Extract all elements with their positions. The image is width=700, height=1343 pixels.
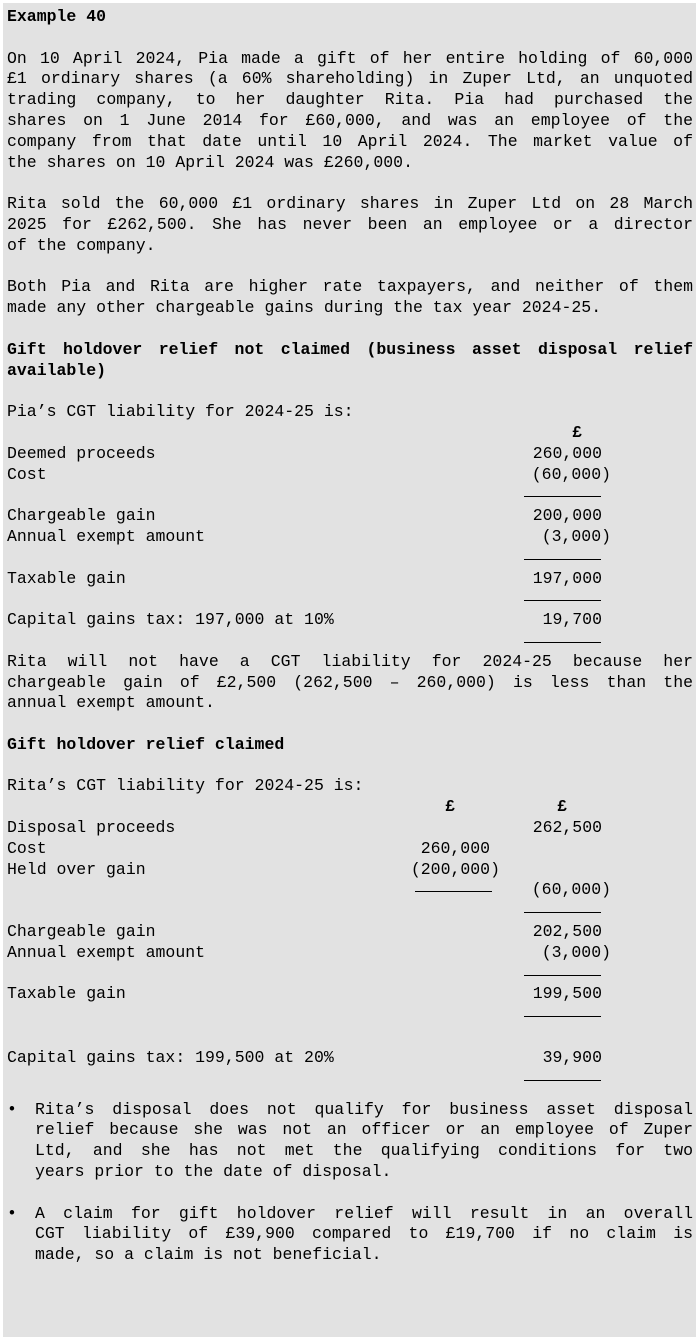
currency-header: £ [572,422,582,442]
computation-row [7,527,693,548]
subtotal-rule [524,912,601,913]
row-value: (3,000) [541,526,611,546]
text-line: Rita’s disposal does not qualify for business asset disposal [35,1099,693,1119]
computation-row [7,860,693,881]
text-line: 2025 for £262,500. She has never been an employee or a director [7,214,693,234]
row-label: Taxable gain [7,984,126,1004]
example-box [3,3,696,1337]
row-label: Chargeable gain [7,922,156,942]
text-line: chargeable gain of £2,500 (262,500 – 260,000) is less than the [7,672,693,692]
bullet-marker: • [7,1099,17,1119]
row-value: 199,500 [532,984,602,1004]
row-label: Taxable gain [7,568,126,588]
subtotal-rule [524,559,601,560]
text-line: made any other chargeable gains during the tax year 2024-25. [7,298,602,318]
sale-paragraph [7,194,693,256]
bullet-item [7,1204,693,1266]
text-line: A claim for gift holdover relief will result in an overall [35,1203,693,1223]
text-line: years prior to the date of disposal. [35,1162,392,1182]
computation-row [7,444,693,465]
section2-heading: Gift holdover relief claimed [7,734,285,754]
row-label: Annual exempt amount [7,526,206,546]
text-line: Ltd, and she has not met the qualifying conditions for two [35,1141,693,1161]
computation-row [7,922,693,943]
row-value: 197,000 [532,568,602,588]
subtotal-rule [524,975,601,976]
total-rule [524,600,601,601]
row-label: Disposal proceeds [7,818,176,838]
row-label: Capital gains tax: 199,500 at 20% [7,1048,334,1068]
pia-computation [7,423,693,652]
subtotal-rule [415,891,492,892]
bullet-item [7,1100,693,1183]
total-rule [524,1080,601,1081]
section1-heading [7,340,693,382]
row-value: 260,000 [532,443,602,463]
row-value: (60,000) [531,464,611,484]
row-value: 262,500 [532,818,602,838]
computation-row [7,610,693,631]
row-label: Deemed proceeds [7,443,156,463]
currency-header: £ [445,797,455,817]
example-title: Example 40 [7,7,107,26]
row-value: 260,000 [420,838,490,858]
computation-row [7,465,693,486]
text-line: the shares on 10 April 2024 was £260,000. [7,152,413,172]
row-label: Cost [7,838,47,858]
computation-row [7,818,693,839]
text-line: trading company, to her daughter Rita. Pia had purchased the [7,90,693,110]
computation-row [7,943,693,964]
computation-row [7,569,693,590]
row-label: Capital gains tax: 197,000 at 10% [7,610,334,630]
row-value: (200,000) [410,859,500,879]
taxpayer-paragraph [7,277,693,319]
text-line: relief because she was not an officer or an employee of Zuper [35,1120,693,1140]
row-value: 202,500 [532,922,602,942]
text-line: Rita sold the 60,000 £1 ordinary shares in Zuper Ltd on 28 March [7,194,693,214]
total-rule [524,1016,601,1017]
computation-row [7,1048,693,1069]
row-value: (3,000) [541,942,611,962]
computation-row [7,506,693,527]
text-line: CGT liability of £39,900 compared to £19,700 if no claim is [35,1224,693,1244]
row-value: 200,000 [532,506,602,526]
text-line: made, so a claim is not beneficial. [35,1245,382,1265]
bullet-marker: • [7,1203,17,1223]
row-label: Annual exempt amount [7,942,206,962]
intro-paragraph [7,49,693,174]
text-line: Both Pia and Rita are higher rate taxpayers, and neither of them [7,277,693,297]
text-line: On 10 April 2024, Pia made a gift of her entire holding of 60,000 [7,48,693,68]
heading-line: available) [7,360,107,380]
section1-intro: Pia’s CGT liability for 2024-25 is: [7,402,354,422]
text-line: shares on 1 June 2014 for £60,000, and was an employee of the [7,110,693,130]
text-line: of the company. [7,235,156,255]
section2-intro: Rita’s CGT liability for 2024-25 is: [7,776,364,796]
rita-note-paragraph [7,652,693,714]
row-label: Chargeable gain [7,506,156,526]
row-value: 39,900 [542,1048,602,1068]
currency-header: £ [557,797,567,817]
row-value: (60,000) [531,880,611,900]
text-line: annual exempt amount. [7,693,215,713]
computation-row [7,880,693,901]
text-line: £1 ordinary shares (a 60% shareholding) in Zuper Ltd, an unquoted [7,69,693,89]
total-rule [524,642,601,643]
row-value: 19,700 [542,610,602,630]
text-line: company from that date until 10 April 2024. The market value of [7,131,693,151]
computation-row [7,984,693,1005]
text-line: Rita will not have a CGT liability for 2024-25 because her [7,651,693,671]
row-label: Held over gain [7,859,146,879]
computation-row [7,839,693,860]
rita-computation [7,797,693,1089]
heading-line: Gift holdover relief not claimed (business asset disposal relief [7,339,693,359]
subtotal-rule [524,496,601,497]
row-label: Cost [7,464,47,484]
